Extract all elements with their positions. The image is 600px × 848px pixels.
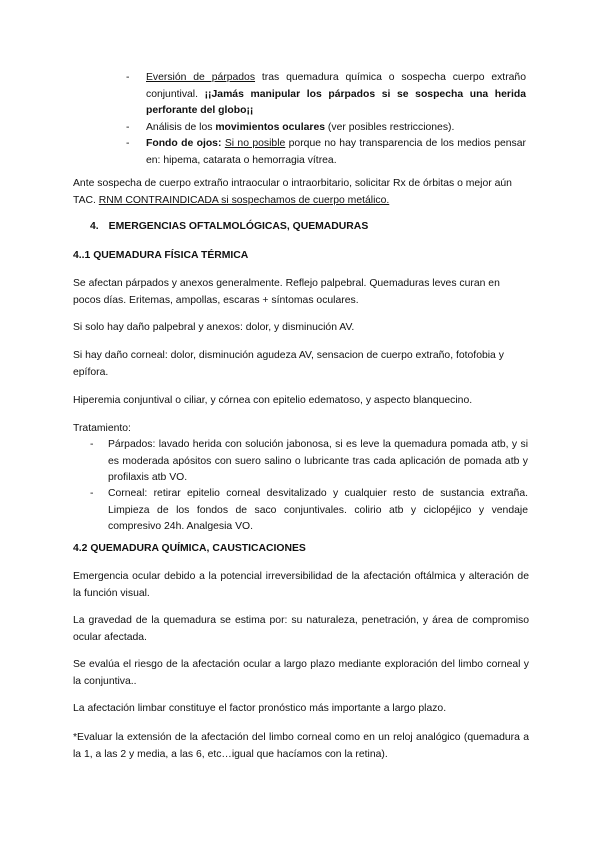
section-title: EMERGENCIAS OFTALMOLÓGICAS, QUEMADURAS — [108, 221, 369, 232]
treatment-item-corneal: Corneal: retirar epitelio corneal desvitalizado y cualquier resto de sustancia extraña. Limpieza de los fondos de saco conjuntivales. colirio atb y ciclopéjico y vendaje compresivo 24h. Analgesia VO. — [108, 488, 528, 532]
warning-text: ¡¡Jamás manipular los párpados si se sospecha una herida perforante del globo¡¡ — [146, 88, 526, 116]
treatment-item-parpados: Párpados: lavado herida con solución jabonosa, si es leve la quemadura pomada atb, y si es moderada apósitos con suero salino o lubricante tras cada aplicación de pomada atb y profilaxis atb VO. — [108, 439, 528, 483]
paragraph-foreign-body — [73, 176, 529, 209]
section-heading-42: 4.2 QUEMADURA QUÍMICA, CAUSTICACIONES — [73, 543, 306, 554]
list-item-text: (ver posibles restricciones). — [325, 122, 455, 133]
list-item-eversion — [146, 70, 526, 120]
list-item-bold: movimientos oculares — [215, 122, 326, 133]
list-dash: - — [126, 138, 130, 149]
list-dash: - — [126, 122, 130, 133]
paragraph: La gravedad de la quemadura se estima por: su naturaleza, penetración, y área de compromiso ocular afectada. — [73, 615, 529, 643]
underlined-text: Si no posible — [224, 138, 286, 149]
underlined-text: RNM CONTRAINDICADA si sospechamos de cuerpo metálico. — [98, 194, 390, 206]
paragraph: Si hay daño corneal: dolor, disminución agudeza AV, sensacion de cuerpo extraño, fotofobia y epífora. — [73, 350, 504, 378]
paragraph-text: Ante sospecha de cuerpo extraño intraocular o intraorbitario, solicitar Rx de órbitas o mejor aún TAC. — [73, 178, 512, 206]
list-dash: - — [126, 72, 130, 83]
paragraph: La afectación limbar constituye el factor pronóstico más importante a largo plazo. — [73, 703, 447, 714]
paragraph: Se evalúa el riesgo de la afectación ocular a largo plazo mediante exploración del limbo corneal y la conjuntiva.. — [73, 659, 529, 687]
list-item-bold: Fondo de ojos: — [146, 138, 222, 149]
list-item-fondo — [146, 136, 526, 169]
paragraph: Emergencia ocular debido a la potencial irreversibilidad de la afectación oftálmica y alteración de la función visual. — [73, 571, 529, 599]
section-number: 4. — [90, 221, 99, 232]
list-item-text: Análisis de los — [146, 122, 216, 133]
paragraph: Si solo hay daño palpebral y anexos: dolor, y disminución AV. — [73, 322, 355, 333]
treatment-label: Tratamiento: — [73, 423, 131, 434]
section-heading-4 — [90, 219, 530, 236]
list-item-text: tras quemadura química o sospecha cuerpo extraño conjuntival. — [146, 72, 526, 100]
section-heading-41: 4..1 QUEMADURA FÍSICA TÉRMICA — [73, 250, 249, 261]
list-dash: - — [90, 488, 94, 499]
paragraph: Hiperemia conjuntival o ciliar, y córnea con epitelio edematoso, y aspecto blanquecino. — [73, 395, 473, 406]
eversion-term: Eversión de párpados — [146, 72, 256, 83]
list-dash: - — [90, 439, 94, 450]
list-item-movimientos — [146, 120, 526, 137]
list-item-text: porque no hay transparencia de los medios pensar en: hipema, catarata o hemorragia vítrea. — [146, 138, 526, 166]
paragraph: *Evaluar la extensión de la afectación del limbo corneal como en un reloj analógico (quemadura a la 1, a las 2 y media, a las 6, etc…igual que hacíamos con la retina). — [73, 732, 529, 760]
paragraph: Se afectan párpados y anexos generalmente. Reflejo palpebral. Quemaduras leves curan en pocos días. Eritemas, ampollas, escaras + síntomas oculares. — [73, 278, 500, 306]
